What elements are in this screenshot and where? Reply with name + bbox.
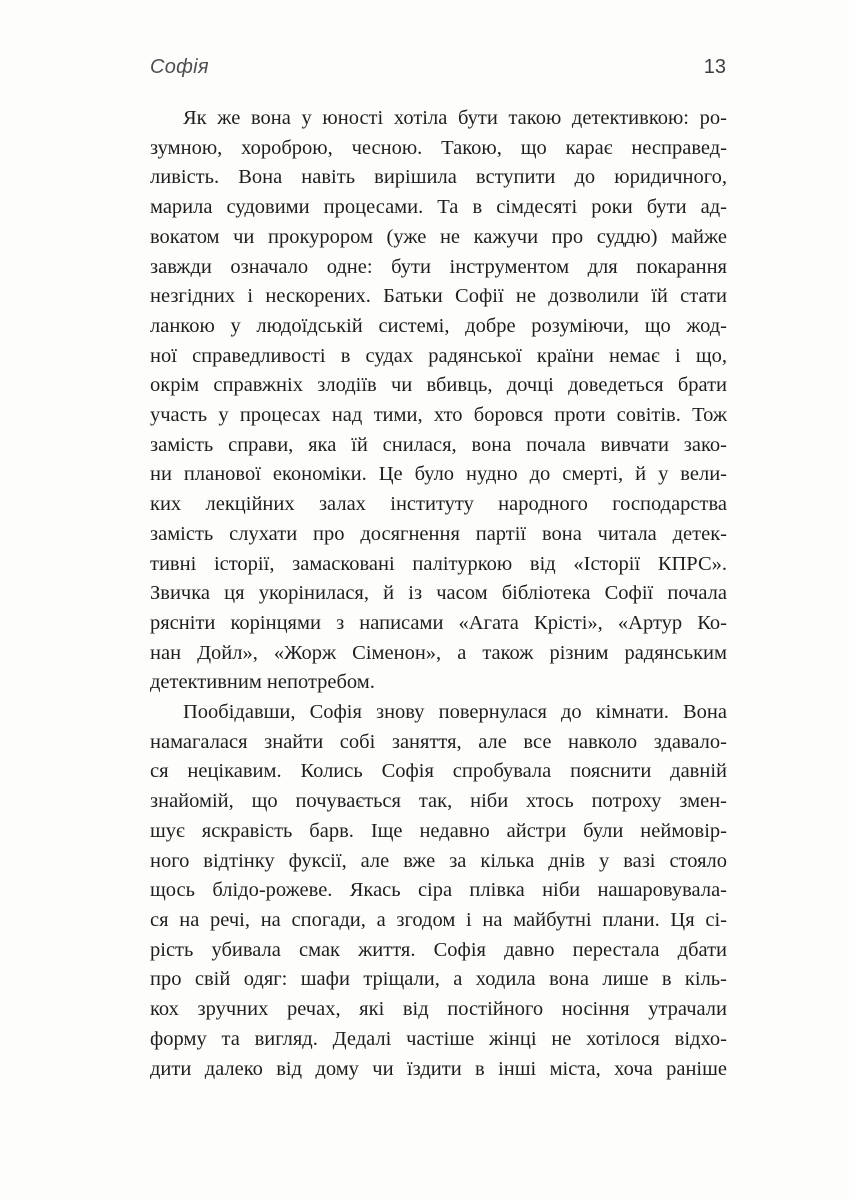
text-line: замість слухати про досягнення партії вона читала детек- xyxy=(150,522,727,545)
text-line: завжди означало одне: бути інструментом для покарання xyxy=(150,255,727,278)
page-number: 13 xyxy=(703,56,726,78)
text-line: дити далеко від дому чи їздити в інші міста, хоча раніше xyxy=(150,1057,727,1080)
text-line: ких лекційних залах інституту народного господарства xyxy=(150,493,727,516)
text-line: ся на речі, на спогади, а згодом і на майбутні плани. Ця сі- xyxy=(150,908,727,931)
paragraph xyxy=(150,104,727,698)
text-line: ного відтінку фуксії, але вже за кілька днів у вазі стояло xyxy=(150,849,727,872)
text-line: ни планової економіки. Це було нудно до смерті, й у вели- xyxy=(150,463,727,486)
text-line: знайомій, що почувається так, ніби хтось потроху змен- xyxy=(150,790,727,813)
text-line: нан Дойл», «Жорж Сіменон», а також різним радянським xyxy=(150,641,727,664)
text-block xyxy=(150,104,727,1084)
running-title: Софія xyxy=(150,56,209,78)
text-line: рість убивала смак життя. Софія давно перестала дбати xyxy=(150,938,727,961)
text-line: детективним непотребом. xyxy=(150,671,375,694)
text-line: щось блідо-рожеве. Якась сіра плівка ніби нашаровувала- xyxy=(150,879,727,902)
text-line: окрім справжніх злодіїв чи вбивць, дочці доведеться брати xyxy=(150,374,727,397)
text-line: Звичка ця укорінилася, й із часом бібліотека Софії почала xyxy=(150,582,727,605)
text-line: марила судовими процесами. Та в сімдесяті роки бути ад- xyxy=(150,196,727,219)
text-line: рясніти корінцями з написами «Агата Крісті», «Артур Ко- xyxy=(150,611,727,634)
text-line: шує яскравість барв. Іще недавно айстри були неймовір- xyxy=(150,819,727,842)
text-line: вокатом чи прокурором (уже не кажучи про суддю) майже xyxy=(150,225,727,248)
text-line: незгідних і нескорених. Батьки Софії не дозволили їй стати xyxy=(150,285,727,308)
text-line: замість справи, яка їй снилася, вона почала вивчати зако- xyxy=(150,433,727,456)
text-line: про свій одяг: шафи тріщали, а ходила вона лише в кіль- xyxy=(150,968,727,991)
text-line: зумною, хороброю, чесною. Такою, що карає несправед- xyxy=(150,136,727,159)
text-line: участь у процесах над тими, хто боровся проти совітів. Тож xyxy=(150,404,727,427)
text-line: Пообідавши, Софія знову повернулася до кімнати. Вона xyxy=(183,701,727,724)
text-line: Як же вона у юності хотіла бути такою детективкою: ро- xyxy=(183,107,727,129)
text-line: ної справедливості в судах радянської країни немає і що, xyxy=(150,344,727,367)
text-line: ланкою у людоїдській системі, добре розуміючи, що жод- xyxy=(150,314,727,337)
text-line: ся нецікавим. Колись Софія спробувала пояснити давній xyxy=(150,760,727,783)
text-line: намагалася знайти собі заняття, але все навколо здавало- xyxy=(150,730,727,753)
running-header xyxy=(150,55,726,79)
text-line: ливість. Вона навіть вирішила вступити до юридичного, xyxy=(150,166,727,189)
paragraph xyxy=(150,698,727,1084)
text-line: кох зручних речах, які від постійного носіння утрачали xyxy=(150,998,727,1021)
text-line: тивні історії, замасковані палітуркою від «Історії КПРС». xyxy=(150,552,727,575)
text-line: форму та вигляд. Дедалі частіше жінці не хотілося відхо- xyxy=(150,1027,727,1050)
